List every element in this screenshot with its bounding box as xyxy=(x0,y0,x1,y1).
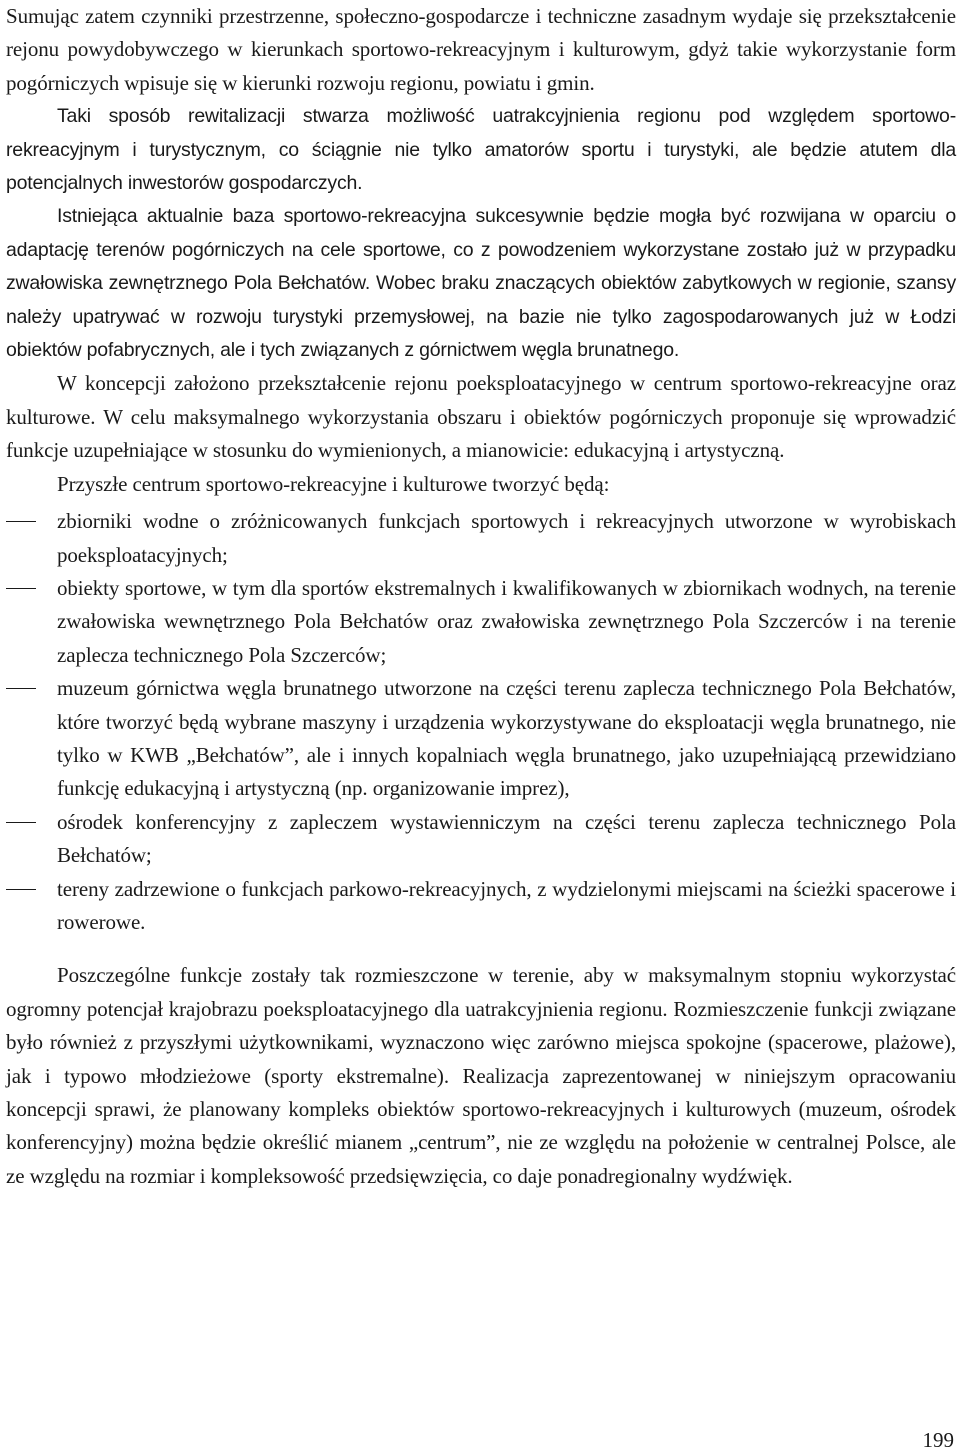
list-item xyxy=(6,873,956,940)
dash-bullet xyxy=(6,521,36,522)
page-number: 199 xyxy=(922,1428,954,1452)
list-item-text: ośrodek konferencyjny z zapleczem wystawienniczym na części terenu zaplecza technicznego Pola Bełchatów; xyxy=(57,809,956,868)
paragraph-existing-base: Istniejąca aktualnie baza sportowo-rekreacyjna sukcesywnie będzie mogła być rozwijana w oparciu o adaptację terenów pogórniczych na cele sportowe, co z powodzeniem wykorzystane zostało już w przypadku zwałowiska zewnętrznego Pola Bełchatów. Wobec braku znaczących obiektów zabytkowych w regionie, szansy należy upatrywać w rozwoju turystyki przemysłowej, na bazie nie tylko zagospodarowanych już w Łodzi obiektów pofabrycznych, ale i tych związanych z górnictwem węgla brunatnego. xyxy=(6,205,956,362)
list-item-text: zbiorniki wodne o zróżnicowanych funkcjach sportowych i rekreacyjnych utworzone w wyrobiskach poeksploatacyjnych; xyxy=(57,509,956,567)
list-item xyxy=(6,672,956,806)
dash-bullet xyxy=(6,889,36,890)
list-item xyxy=(6,806,956,873)
list-item-text: obiekty sportowe, w tym dla sportów ekstremalnych i kwalifikowanych w zbiornikach wodnych, na terenie zwałowiska wewnętrznego Pola Bełchatów oraz zwałowiska zewnętrznego Pola Szczerców i na terenie zaplecza technicznego Pola Szczerców; xyxy=(57,575,956,667)
dash-bullet xyxy=(6,822,36,823)
paragraph-distribution: Poszczególne funkcje zostały tak rozmieszczone w terenie, aby w maksymalnym stopniu wykorzystać ogromny potencjał krajobrazu poeksploatacyjnego dla uatrakcyjnienia regionu. Rozmieszczenie funkcji związane było również z przyszłymi użytkownikami, wyznaczono więc zarówno miejsca spokojne (spacerowe, plażowe), jak i typowo młodzieżowe (sporty ekstremalne). Realizacja zaprezentowanej w niniejszym opracowaniu koncepcji sprawi, że planowany kompleks obiektów sportowo-rekreacyjnych i kulturowych (muzeum, ośrodek konferencyjny) można będzie określić mianem „centrum”, nie ze względu na położenie w centralnej Polsce, ale ze względu na rozmiar i kompleksowość przedsięwzięcia, co daje ponadregionalny wydźwięk. xyxy=(6,963,956,1188)
dash-bullet xyxy=(6,588,36,589)
dash-bullet xyxy=(6,688,36,689)
list-item xyxy=(6,572,956,672)
list-item-text: tereny zadrzewione o funkcjach parkowo-rekreacyjnych, z wydzielonymi miejscami na ścieżki spacerowe i rowerowe. xyxy=(57,876,956,934)
paragraph-list-intro: Przyszłe centrum sportowo-rekreacyjne i kulturowe tworzyć będą: xyxy=(57,471,610,496)
spacer xyxy=(6,939,956,959)
paragraph-revitalization: Taki sposób rewitalizacji stwarza możliwość uatrakcyjnienia regionu pod względem sportowo-rekreacyjnym i turystycznym, co ściągnie nie tylko amatorów sportu i turystyki, ale będzie atutem dla potencjalnych inwestorów gospodarczych. xyxy=(6,105,956,195)
list-item-text: muzeum górnictwa węgla brunatnego utworzone na części terenu zaplecza technicznego Pola Bełchatów, które tworzyć będą wybrane maszyny i urządzenia wykorzystywane do eksploatacji węgla brunatnego, nie tylko w KWB „Bełchatów”, ale i innych kopalniach węgla brunatnego, jako uzupełniającą przewidziano funkcję edukacyjną i artystyczną (np. organizowanie imprez), xyxy=(57,676,956,801)
function-list xyxy=(6,505,956,939)
paragraph-summary: Sumując zatem czynniki przestrzenne, społeczno-gospodarcze i techniczne zasadnym wydaje się przekształcenie rejonu powydobywczego w kierunkach sportowo-rekreacyjnym i kulturowym, gdyż takie wykorzystanie form pogórniczych wpisuje się w kierunki rozwoju regionu, powiatu i gmin. xyxy=(6,4,956,95)
paragraph-concept: W koncepcji założono przekształcenie rejonu poeksploatacyjnego w centrum sportowo-rekreacyjne oraz kulturowe. W celu maksymalnego wykorzystania obszaru i obiektów pogórniczych proponuje się wprowadzić funkcje uzupełniające w stosunku do wymienionych, a mianowicie: edukacyjną i artystyczną. xyxy=(6,371,956,463)
list-item xyxy=(6,505,956,572)
document-page xyxy=(6,0,956,1193)
